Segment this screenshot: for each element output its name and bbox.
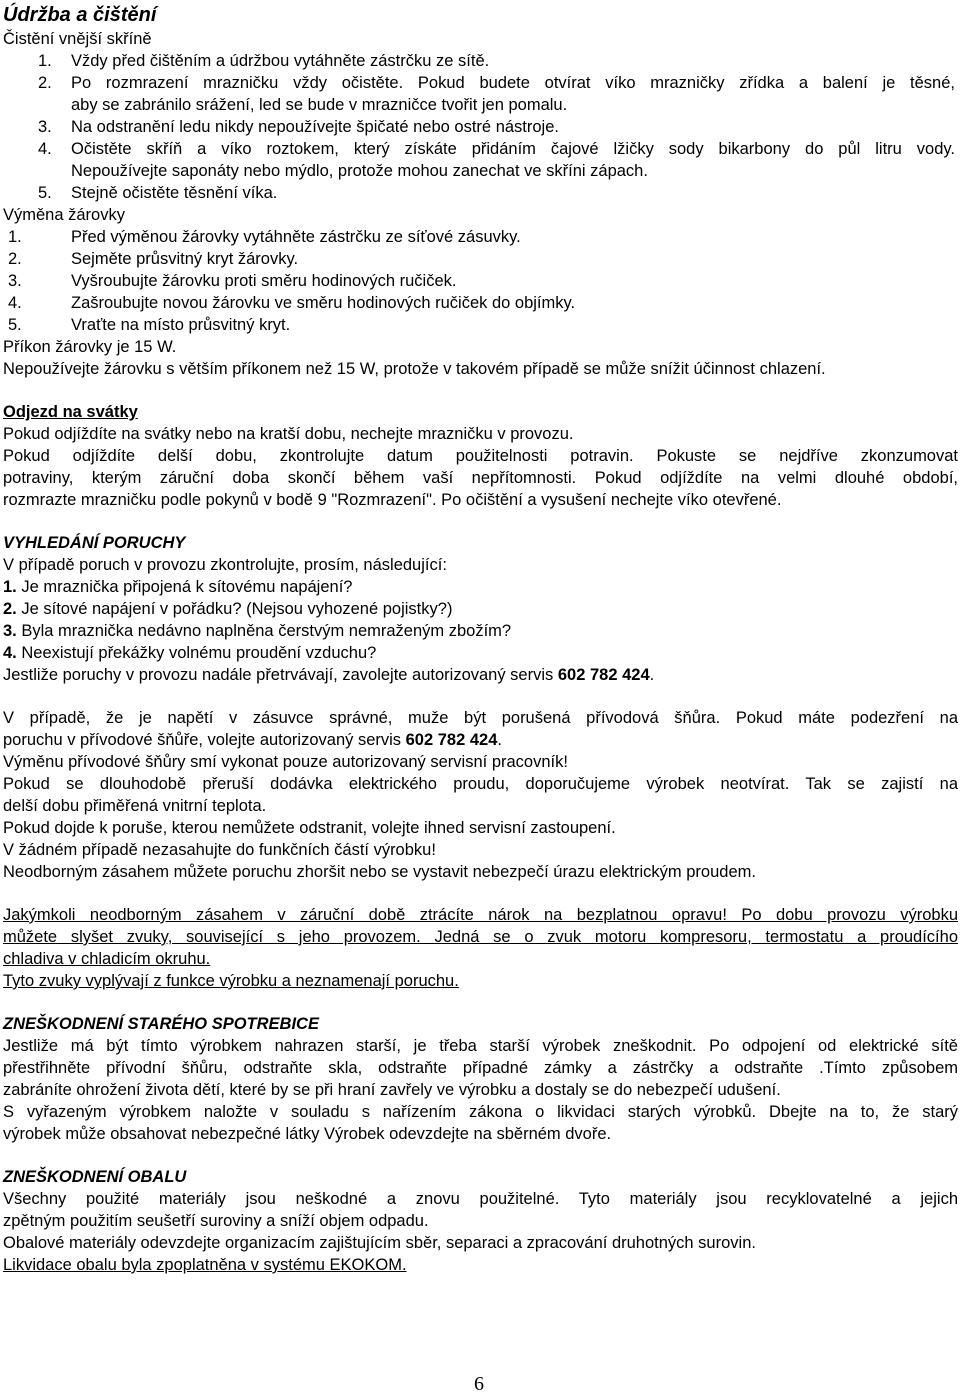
fault-check: 2. Je sítové napájení v pořádku? (Nejsou vyhozené pojistky?) [3, 600, 453, 618]
holiday-line: Pokud odjíždíte delší dobu, zkontrolujte datum použitelnosti potravin. Pokuste se nejdříve zkonzumovat [3, 447, 958, 465]
holiday-line: Pokud odjíždíte na svátky nebo na kratší dobu, nechejte mrazničku v provozu. [3, 425, 574, 443]
holiday-line: potraviny, kterým záruční doba skončí během vaší nepřítomnosti. Pokud odjíždíte na velmi dlouhé období, [3, 469, 958, 487]
fault-line: Neodborným zásahem můžete poruchu zhoršit nebo se vystavit nebezpečí úrazu elektrickým proudem. [3, 863, 756, 881]
fault-check: 4. Neexistují překážky volnému proudění vzduchu? [3, 644, 377, 662]
ekokom-note: Likvidace obalu byla zpoplatněna v systému EKOKOM. [3, 1256, 407, 1274]
page-number: 6 [474, 1373, 484, 1395]
fault-intro: V případě poruch v provozu zkontrolujte, prosím, následující: [3, 556, 447, 574]
fault-line: Pokud se dlouhodobě přeruší dodávka elektrického proudu, doporučujeme výrobek neotvírat. Tak se zajistí na [3, 775, 958, 793]
fault-line: delší dobu přiměřená vnitrní teplota. [3, 797, 267, 815]
fault-persist: Jestliže poruchy v provozu nadále přetrvávají, zavolejte autorizovaný servis 602 782 424. [3, 666, 655, 684]
warranty-line: Jakýmkoli neodborným zásahem v záruční době ztrácíte nárok na bezplatnou opravu! Po dobu provozu výrobku [3, 906, 958, 924]
disposal-old-line: zabráníte ohrožení života dětí, které by se při hraní zavřely ve výrobku a dostaly se do nebezpečí udušení. [3, 1081, 781, 1099]
bulb-heading: Výměna žárovky [3, 206, 125, 224]
bulb-warning: Nepoužívejte žárovku s větším příkonem než 15 W, protože v takovém případě se může snížit účinnost chlazení. [3, 360, 826, 378]
holiday-line: rozmrazte mrazničku podle pokynů v bodě 9 "Rozmrazení". Po očištění a vysušení nechejte víko otevřené. [3, 491, 782, 509]
disposal-old-line: přestřihněte přívodní šňůru, odstraňte skla, odstraňte případné zámky a zástrčky a odstraňte .Tímto způsobem [3, 1059, 958, 1077]
fault-line: Výměnu přívodové šňůry smí vykonat pouze autorizovaný servisní pracovník! [3, 753, 568, 771]
disposal-old-line: S vyřazeným výrobkem naložte v souladu s nařízením zákona o likvidaci starých výrobků. Dbejte na to, že starý [3, 1103, 958, 1121]
disposal-old-line: Jestliže má být tímto výrobkem nahrazen starší, je třeba starší výrobek zneškodnit. Po odpojení od elektrické sítě [3, 1037, 958, 1055]
warranty-line: Tyto zvuky vyplývají z funkce výrobku a neznamenají poruchu. [3, 972, 459, 990]
bulb-power: Příkon žárovky je 15 W. [3, 338, 177, 356]
fault-cord-line: V případě, že je napětí v zásuvce správné, muže být porušená přívodová šňůra. Pokud máte podezření na [3, 709, 958, 727]
disposal-old-heading: ZNEŠKODNENÍ STARÉHO SPOTREBICE [3, 1015, 319, 1033]
warranty-line: chladiva v chladicím okruhu. [3, 950, 211, 968]
disposal-pack-heading: ZNEŠKODNENÍ OBALU [3, 1168, 187, 1186]
holiday-heading: Odjezd na svátky [3, 403, 138, 421]
fault-cord-line: poruchu v přívodové šňůře, volejte autorizovaný servis 602 782 424. [3, 731, 502, 749]
service-phone: 602 782 424 [405, 731, 498, 749]
fault-heading: VYHLEDÁNÍ PORUCHY [3, 534, 186, 552]
cleaning-heading: Čistění vnější skříně [3, 30, 152, 48]
disposal-pack-line: Všechny použité materiály jsou neškodné a znovu použitelné. Tyto materiály jsou recyklovatelné a jejich [3, 1190, 958, 1208]
page-title: Údržba a čištění [3, 4, 157, 26]
fault-line: V žádném případě nezasahujte do funkčních částí výrobku! [3, 841, 436, 859]
disposal-pack-line: Obalové materiály odevzdejte organizacím zajištujícím sběr, separaci a zpracování druhotných surovin. [3, 1234, 756, 1252]
fault-check: 3. Byla mraznička nedávno naplněna čerstvým nemraženým zbožím? [3, 622, 512, 640]
disposal-old-line: výrobek může obsahovat nebezpečné látky Výrobek odevzdejte na sběrném dvoře. [3, 1125, 612, 1143]
fault-line: Pokud dojde k poruše, kterou nemůžete odstranit, volejte ihned servisní zastoupení. [3, 819, 616, 837]
service-phone: 602 782 424 [557, 666, 650, 684]
disposal-pack-line: zpětným použitím seušetří suroviny a sníží objem odpadu. [3, 1212, 429, 1230]
warranty-line: můžete slyšet zvuky, související s jeho provozem. Jedná se o zvuk motoru kompresoru, termostatu a proudícího [3, 928, 958, 946]
fault-check: 1. Je mraznička připojená k sítovému napájení? [3, 578, 353, 596]
